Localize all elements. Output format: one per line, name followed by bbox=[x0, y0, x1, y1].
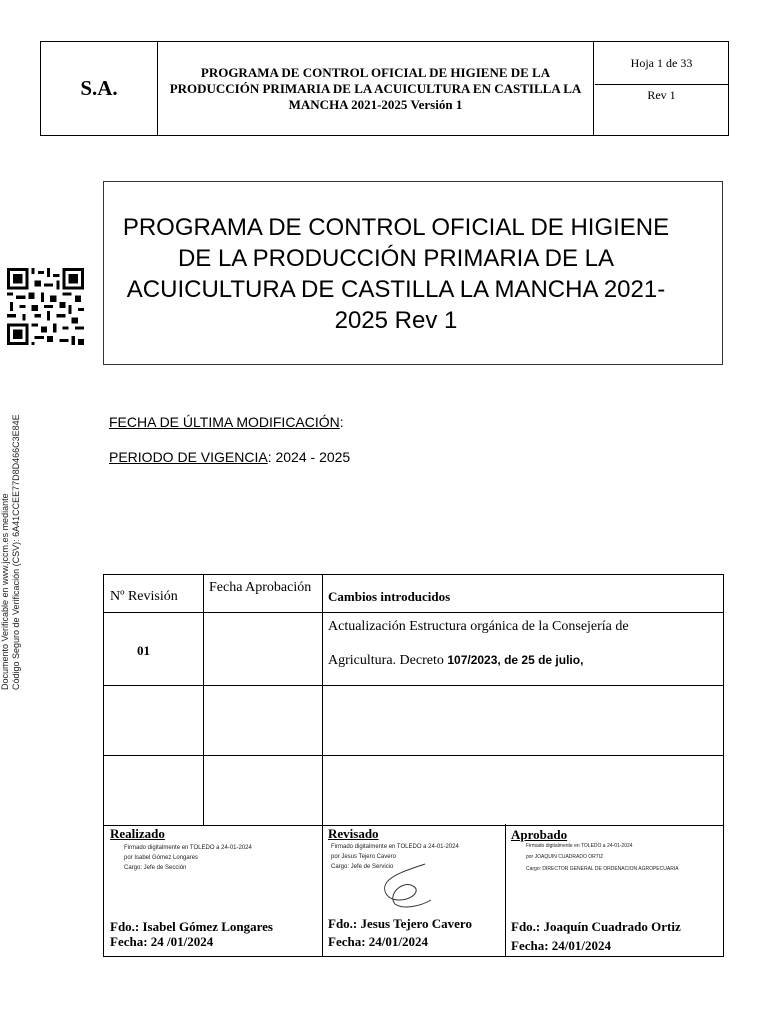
signer-name: Fdo.: Isabel Gómez Longares bbox=[110, 919, 273, 934]
revision-number: 01 bbox=[137, 643, 150, 658]
last-modification bbox=[109, 414, 344, 430]
col-divider bbox=[322, 824, 323, 956]
revision-table bbox=[103, 574, 724, 826]
change-text: Agricultura. Decreto bbox=[328, 653, 448, 668]
header-revision-number: Nº Revisión bbox=[110, 589, 178, 604]
revision-label: Rev 1 bbox=[647, 87, 676, 102]
row-divider bbox=[104, 755, 723, 756]
row-divider bbox=[104, 685, 723, 686]
document-header bbox=[40, 41, 729, 136]
revision-change-line-2 bbox=[328, 653, 583, 669]
signature-block bbox=[103, 824, 724, 957]
stamp-line: Cargo: Jefe de Sección bbox=[124, 865, 187, 871]
header-changes: Cambios introducidos bbox=[328, 589, 451, 604]
signature-role: Realizado bbox=[110, 826, 165, 841]
row-divider bbox=[104, 612, 723, 613]
signature-revisado bbox=[328, 824, 503, 956]
validity-period-value: : 2024 - 2025 bbox=[267, 449, 351, 465]
header-approval-date: Fecha Aprobación bbox=[209, 580, 312, 595]
stamp-line: Cargo: DIRECTOR GENERAL DE ORDENACION AGROPECUARIA bbox=[526, 866, 679, 872]
org-abbrev: S.A. bbox=[41, 42, 158, 135]
stamp-line: Firmado digitalmente en TOLEDO a 24-01-2024 bbox=[124, 845, 252, 851]
verification-line-2: Código Seguro de Verificación (CSV): 6A41CCEE77D8D466C3E84E bbox=[11, 414, 21, 690]
last-modification-label: FECHA DE ÚLTIMA MODIFICACIÓN bbox=[109, 414, 340, 430]
document-title: PROGRAMA DE CONTROL OFICIAL DE HIGIENE DE LA PRODUCCIÓN PRIMARIA DE LA ACUICULTURA DE CASTILLA LA MANCHA 2021-2025 Rev 1 bbox=[122, 214, 670, 334]
header-page-info bbox=[595, 42, 728, 135]
document-title-box bbox=[103, 181, 723, 365]
col-divider bbox=[505, 824, 506, 956]
signature-role: Revisado bbox=[328, 826, 379, 841]
header-program-title: PROGRAMA DE CONTROL OFICIAL DE HIGIENE DE LA PRODUCCIÓN PRIMARIA DE LA ACUICULTURA EN CASTILLA LA MANCHA 2021-2025 Versión 1 bbox=[158, 42, 594, 135]
stamp-line: por Isabel Gómez Longares bbox=[124, 855, 199, 861]
signature-date: Fecha: 24/01/2024 bbox=[511, 938, 612, 953]
validity-period-label: PERIODO DE VIGENCIA bbox=[109, 449, 268, 465]
page-number: Hoja 1 de 33 bbox=[595, 42, 728, 85]
qr-code bbox=[7, 268, 84, 345]
stamp-line: Firmado digitalmente en TOLEDO a 24-01-2024 bbox=[526, 843, 633, 849]
handwritten-signature bbox=[373, 860, 433, 910]
signature-aprobado bbox=[511, 824, 721, 956]
revision-change-line-1: Actualización Estructura orgánica de la Consejería de bbox=[328, 619, 629, 634]
signer-name: Fdo.: Jesus Tejero Cavero bbox=[328, 916, 472, 931]
signature-date: Fecha: 24 /01/2024 bbox=[110, 934, 214, 949]
decree-reference: 107/2023, de 25 de julio, bbox=[447, 653, 584, 667]
stamp-line: Cargo: Jefe de Servicio bbox=[331, 864, 394, 870]
signature-realizado bbox=[110, 824, 320, 956]
stamp-line: por Jesus Tejero Cavero bbox=[331, 854, 396, 860]
csv-verification-text bbox=[0, 414, 22, 690]
signature-date: Fecha: 24/01/2024 bbox=[328, 934, 429, 949]
validity-period bbox=[109, 449, 350, 465]
stamp-line: por JOAQUIN CUADRADO ORTIZ bbox=[526, 854, 604, 860]
stamp-line: Firmado digitalmente en TOLEDO a 24-01-2024 bbox=[331, 844, 459, 850]
verification-line-1: Documento Verificable en www.jccm.es mediante bbox=[0, 493, 10, 690]
signature-role: Aprobado bbox=[511, 827, 568, 842]
last-modification-suffix: : bbox=[339, 414, 344, 430]
signer-name: Fdo.: Joaquín Cuadrado Ortiz bbox=[511, 919, 681, 934]
